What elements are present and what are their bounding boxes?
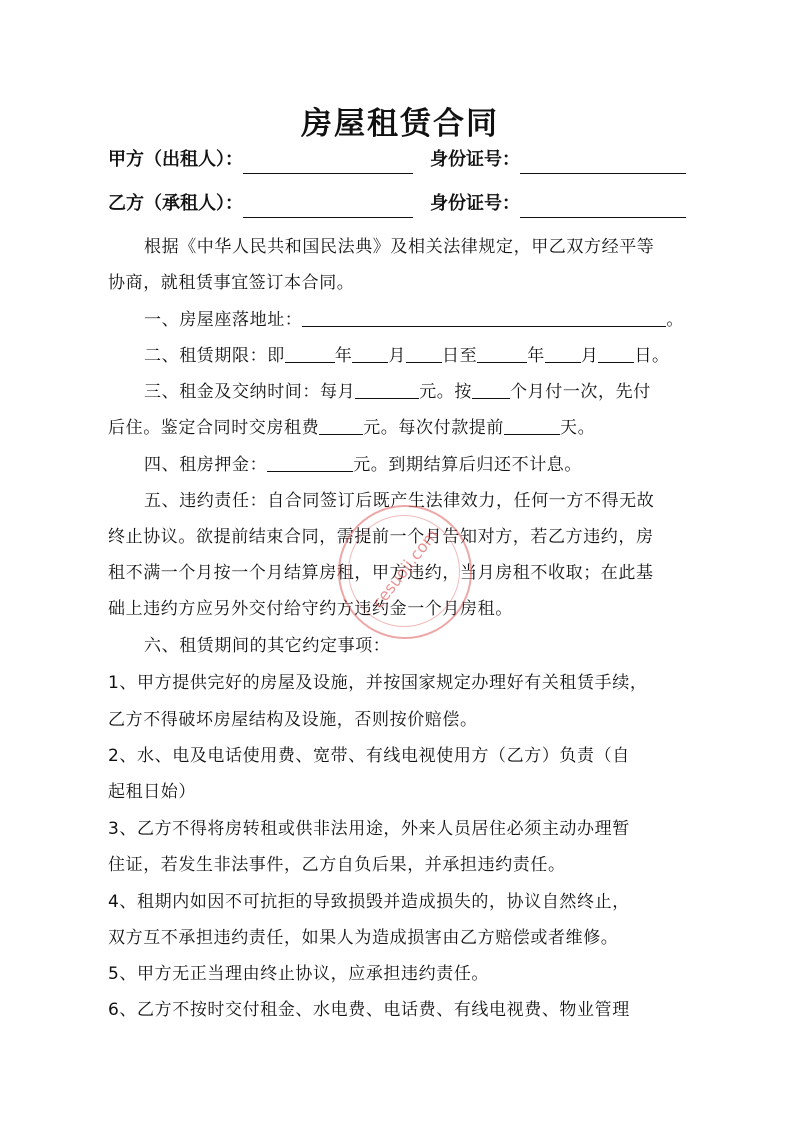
- term-day-end: 日。: [634, 346, 670, 366]
- party-b-id-blank[interactable]: [520, 197, 686, 218]
- item-6-text: 、乙方不按时交付租金、水电费、电话费、有线电视费、物业管理: [119, 1000, 630, 1020]
- item-2-number: 2: [108, 746, 120, 766]
- pay-months-blank[interactable]: [472, 380, 510, 399]
- party-a-id-label: 身份证号：: [430, 149, 520, 170]
- item-6-number: 6: [108, 1000, 120, 1020]
- intro-line-1: 根据《中华人民共和国民法典》及相关法律规定，甲乙双方经平等: [144, 237, 655, 257]
- deposit-label: 四、租房押金：: [144, 455, 268, 475]
- clause-rent-line-2: [108, 410, 698, 446]
- liability-line-1: 五、违约责任：自合同签订后既产生法律效力，任何一方不得无故: [144, 491, 655, 511]
- clause-term: [108, 338, 698, 374]
- deposit-blank[interactable]: [267, 453, 353, 472]
- term-year-1: 年: [334, 346, 353, 366]
- deposit-text: 元。到期结算后归还不计息。: [353, 455, 583, 475]
- monthly-rent-blank[interactable]: [355, 380, 419, 399]
- liability-line-4: 础上违约方应另外交付给守约方违约金一个月房租。: [108, 599, 513, 619]
- end-month-blank[interactable]: [545, 344, 581, 363]
- party-a-name-blank[interactable]: [243, 153, 413, 174]
- start-month-blank[interactable]: [352, 344, 388, 363]
- item-4-number: 4: [108, 892, 120, 912]
- party-b-id-label: 身份证号：: [430, 193, 520, 214]
- party-b-label: 乙方（承租人）：: [108, 193, 243, 214]
- liability-line-3: 租不满一个月按一个月结算房租，甲方违约，当月房租不收取；在此基: [108, 563, 654, 583]
- item-1-number: 1: [108, 673, 120, 693]
- rent-label: 三、租金及交纳时间：每月: [144, 382, 356, 402]
- document-title: 房屋租赁合同: [301, 106, 499, 142]
- start-year-blank[interactable]: [285, 344, 335, 363]
- item-5-text: 、甲方无正当理由终止协议，应承担违约责任。: [119, 964, 490, 984]
- clause-rent-line-1: [108, 374, 698, 410]
- advance-days-blank[interactable]: [504, 416, 560, 435]
- party-b-name-blank[interactable]: [243, 197, 413, 218]
- party-a-id-row: [430, 146, 686, 174]
- term-year-2: 年: [527, 346, 545, 366]
- watermark-text: cesuoji.com: [368, 525, 442, 612]
- party-b-id-row: [430, 190, 686, 218]
- clause-address: [108, 302, 698, 338]
- end-year-blank[interactable]: [477, 344, 527, 363]
- end-day-blank[interactable]: [598, 344, 634, 363]
- item-1-line-2: 乙方不得破坏房屋结构及设施，否则按价赔偿。: [108, 710, 478, 730]
- rent-unit: 元。按: [419, 382, 473, 402]
- term-month-1: 月: [388, 346, 407, 366]
- item-1-line-1: [108, 665, 698, 701]
- item-6-line-1: [108, 992, 698, 1028]
- clause-address-end: 。: [666, 310, 685, 330]
- rent-pay-text: 个月付一次，先付: [510, 382, 651, 402]
- address-blank[interactable]: [302, 308, 666, 327]
- item-3-number: 3: [108, 819, 120, 839]
- item-4-line-2: 双方互不承担违约责任，如果人为造成损害由乙方赔偿或者维修。: [108, 928, 619, 948]
- intro-line-2: 协商，就租赁事宜签订本合同。: [108, 273, 355, 293]
- term-month-2: 月: [580, 346, 599, 366]
- item-3-text: 、乙方不得将房转租或供非法用途，外来人员居住必须主动办理暂: [119, 819, 630, 839]
- item-1-text: 、甲方提供完好的房屋及设施，并按国家规定办理好有关租赁手续，: [119, 673, 648, 693]
- term-day-to: 日至: [442, 346, 478, 366]
- start-day-blank[interactable]: [406, 344, 442, 363]
- item-4-text: 、租期内如因不可抗拒的导致损毁并造成损失的，协议自然终止，: [119, 892, 630, 912]
- party-a-label: 甲方（出租人）：: [108, 149, 243, 170]
- party-b-row: [108, 190, 413, 218]
- item-2-line-1: [108, 738, 698, 774]
- item-3-line-2: 住证，若发生非法事件，乙方自负后果，并承担违约责任。: [108, 855, 566, 875]
- item-2-text: 、水、电及电话使用费、宽带、有线电视使用方（乙方）负责（自: [119, 746, 630, 766]
- watermark-stamp: [338, 505, 472, 639]
- term-label: 二、租赁期限：即: [144, 346, 285, 366]
- clause-deposit: [108, 447, 698, 483]
- liability-line-2: 终止协议。欲提前结束合同，需提前一个月告知对方，若乙方违约，房: [108, 527, 654, 547]
- party-a-row: [108, 146, 413, 174]
- other-terms-heading: 六、租赁期间的其它约定事项：: [144, 636, 391, 656]
- item-5-number: 5: [108, 964, 120, 984]
- rent-days-unit: 天。: [560, 418, 596, 438]
- clause-address-label: 一、房屋座落地址：: [144, 310, 303, 330]
- item-5-line-1: [108, 956, 698, 992]
- item-2-line-2: 起租日始）: [108, 782, 196, 802]
- item-3-line-1: [108, 811, 698, 847]
- rent-advance-text: 元。每次付款提前: [363, 418, 505, 438]
- initial-rent-blank[interactable]: [319, 416, 363, 435]
- rent-deposit-text: 后住。鉴定合同时交房租费: [108, 418, 320, 438]
- party-a-id-blank[interactable]: [520, 153, 686, 174]
- item-4-line-1: [108, 884, 698, 920]
